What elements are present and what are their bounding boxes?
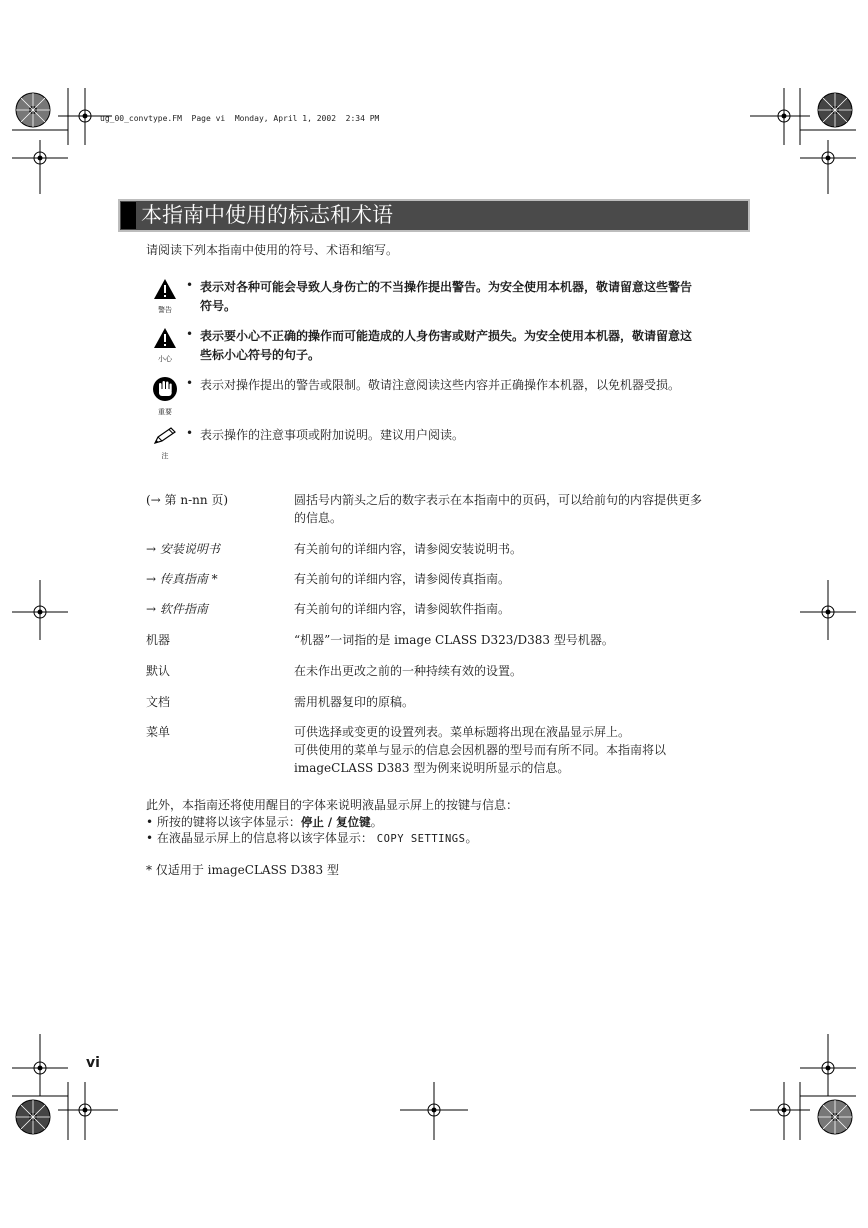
term-default: 默认 <box>146 664 171 678</box>
stop-hand-icon <box>152 376 178 402</box>
caution-text-line2: 些标小心符号的句子。 <box>200 348 321 362</box>
term-setup-guide <box>146 540 286 558</box>
warning-text-line2: 符号。 <box>200 299 237 313</box>
page-title: 本指南中使用的标志和术语 <box>141 203 393 227</box>
caution-triangle-icon <box>153 327 177 349</box>
definition-default: 在未作出更改之前的一种持续有效的设置。 <box>294 664 523 678</box>
definition-line: 的信息。 <box>294 511 343 525</box>
term-page-ref: (→ 第 n-nn 页) <box>146 493 229 507</box>
bullet: • <box>186 376 194 390</box>
term-menu: 菜单 <box>146 725 171 739</box>
definition-line: 可供选择或变更的设置列表。菜单标题将出现在液晶显示屏上。 <box>294 725 631 739</box>
bullet: • <box>146 815 154 829</box>
definition-line: 可供使用的菜单与显示的信息会因机器的型号而有所不同。本指南将以 <box>294 743 667 757</box>
definition-software-guide: 有关前句的详细内容，请参阅软件指南。 <box>294 602 511 616</box>
definition-setup-guide: 有关前句的详细内容，请参阅安装说明书。 <box>294 542 523 556</box>
definition-document: 需用机器复印的原稿。 <box>294 695 415 709</box>
term-text: → 传真指南 * <box>146 572 218 586</box>
term-fax-guide <box>146 570 286 588</box>
note-caption: 注 <box>161 452 169 460</box>
print-slug: ug_00_convtype.FM Page vi Monday, April 1, 2002 2:34 PM <box>100 114 380 123</box>
outro-bullet-lcd <box>146 830 746 848</box>
important-caption: 重要 <box>158 408 172 416</box>
term-software-guide <box>146 600 286 618</box>
bullet: • <box>146 831 154 845</box>
page-number: vi <box>86 1055 100 1071</box>
important-text: 表示对操作提出的警告或限制。敬请注意阅读这些内容并正确操作本机器，以免机器受损。 <box>200 378 681 392</box>
warning-text-line1: 表示对各种可能会导致人身伤亡的不当操作提出警告。为安全使用本机器，敬请留意这些警告 <box>200 280 693 294</box>
intro-text: 请阅读下列本指南中使用的符号、术语和缩写。 <box>146 243 399 257</box>
definition-menu <box>294 723 750 777</box>
definition-line: imageCLASS D383 型为例来说明所显示的信息。 <box>294 761 570 775</box>
key-font-sample: 停止 / 复位键 <box>300 815 371 829</box>
bullet: • <box>186 426 194 440</box>
bullet: • <box>186 327 194 341</box>
note-text: 表示操作的注意事项或附加说明。建议用户阅读。 <box>200 428 465 442</box>
title-marker <box>121 202 136 229</box>
pencil-note-icon <box>152 426 178 446</box>
term-text: → 软件指南 <box>146 602 208 616</box>
definition-page-ref <box>294 491 750 527</box>
footnote: * 仅适用于 imageCLASS D383 型 <box>146 863 339 877</box>
outro-line: 此外，本指南还将使用醒目的字体来说明液晶显示屏上的按键与信息： <box>146 798 519 812</box>
term-machine: 机器 <box>146 633 171 647</box>
bullet: • <box>186 278 194 292</box>
outro-text: 在液晶显示屏上的信息将以该字体显示： <box>156 831 373 845</box>
warning-triangle-icon <box>153 278 177 300</box>
outro-text: 。 <box>465 831 478 845</box>
definition-machine: “机器”一词指的是 image CLASS D323/D383 型号机器。 <box>294 633 614 647</box>
outro-text: 所按的键将以该字体显示： <box>156 815 301 829</box>
outro-text: 。 <box>370 815 383 829</box>
term-text: → 安装说明书 <box>146 542 220 556</box>
lcd-font-sample: COPY SETTINGS <box>376 833 466 845</box>
outro-bullet-keys <box>146 814 746 831</box>
definition-fax-guide: 有关前句的详细内容，请参阅传真指南。 <box>294 572 511 586</box>
caution-text-line1: 表示要小心不正确的操作而可能造成的人身伤害或财产损失。为安全使用本机器，敬请留意这 <box>200 329 693 343</box>
term-document: 文档 <box>146 695 171 709</box>
warning-caption: 警告 <box>158 306 172 314</box>
definition-line: 圆括号内箭头之后的数字表示在本指南中的页码，可以给前句的内容提供更多 <box>294 493 703 507</box>
caution-caption: 小心 <box>158 355 172 363</box>
